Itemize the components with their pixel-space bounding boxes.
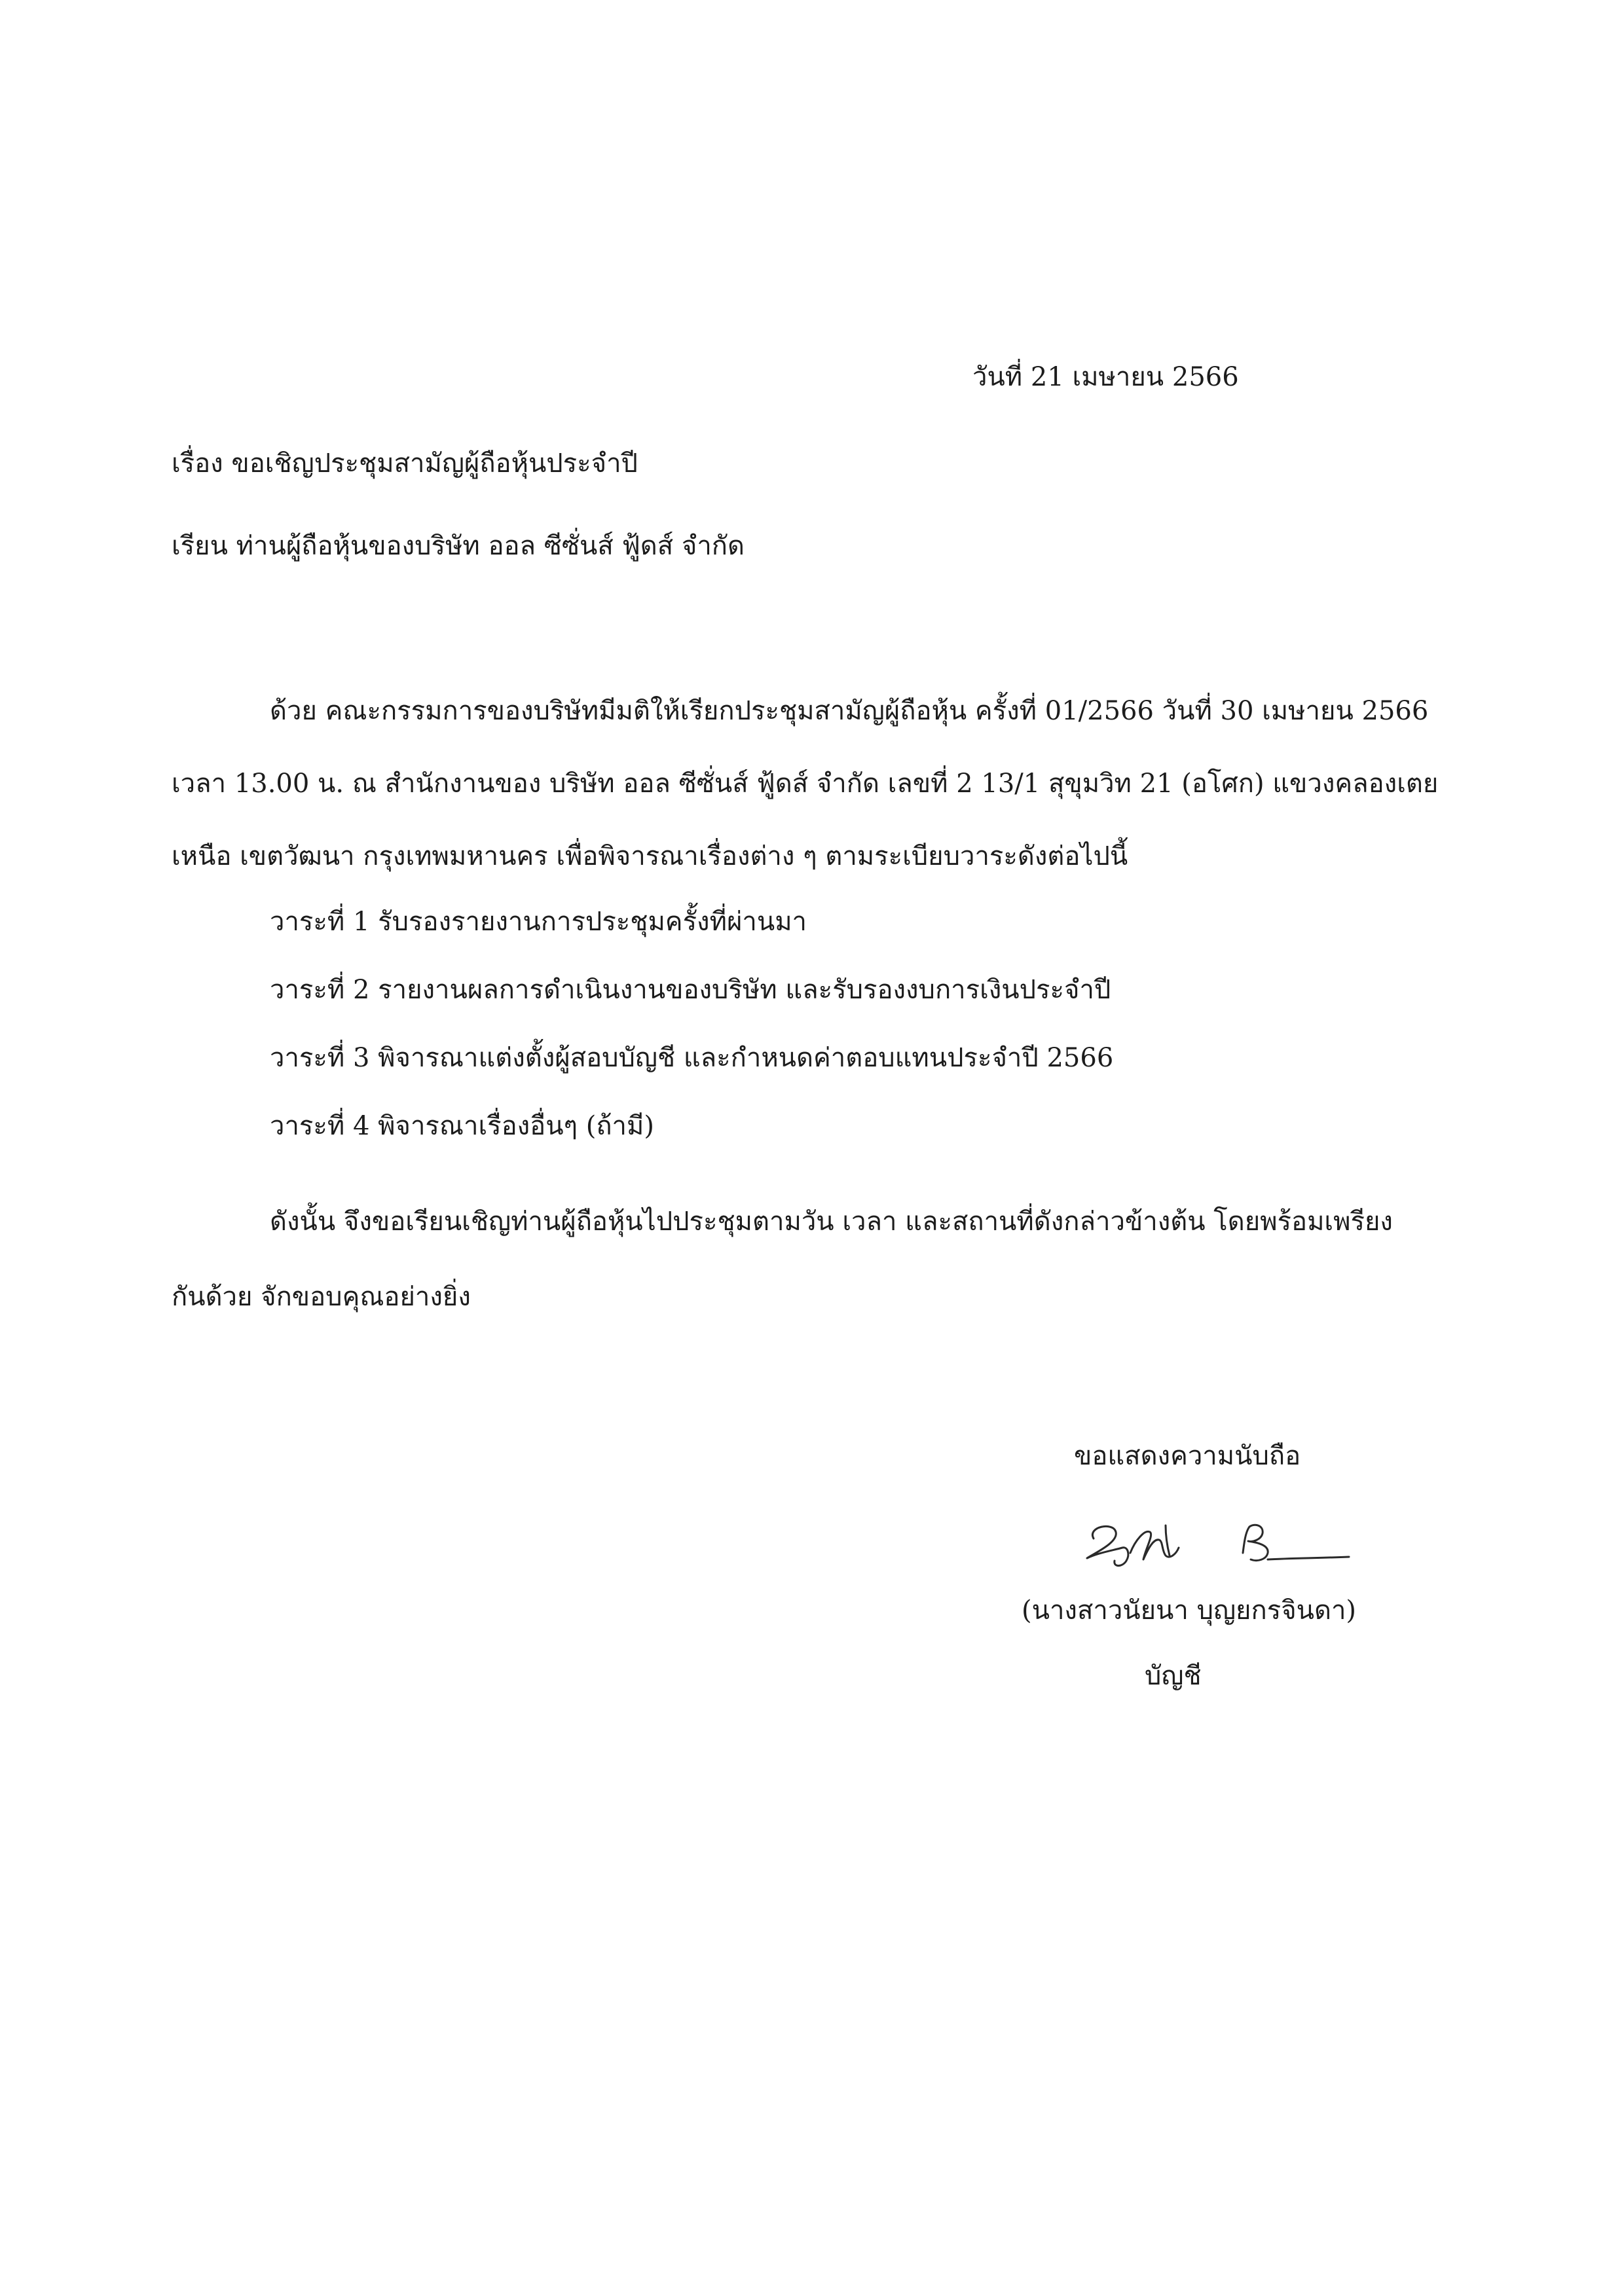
invitation-paragraph: [172, 693, 1455, 889]
agenda-item: วาระที่ 2 รายงานผลการดำเนินงานของบริษัท และรับรองงบการเงินประจำปี: [270, 975, 1111, 1005]
closing-paragraph: [172, 1203, 1455, 1334]
agenda-item: วาระที่ 3 พิจารณาแต่งตั้งผู้สอบบัญชี และกำหนดค่าตอบแทนประจำปี 2566: [270, 1043, 1114, 1073]
signer-name: (นางสาวนัยนา บุญยกรจินดา): [1022, 1595, 1357, 1626]
paragraph-line: เหนือ เขตวัฒนา กรุงเทพมหานคร เพื่อพิจารณาเรื่องต่าง ๆ ตามระเบียบวาระดังต่อไปนี้: [172, 841, 1128, 871]
letter-salutation: เรียน ท่านผู้ถือหุ้นของบริษัท ออล ซีซั่นส์ ฟู้ดส์ จำกัด: [172, 531, 745, 561]
paragraph-line: กันด้วย จักขอบคุณอย่างยิ่ง: [172, 1282, 471, 1312]
agenda-item: วาระที่ 1 รับรองรายงานการประชุมครั้งที่ผ่านมา: [270, 907, 807, 937]
signer-title: บัญชี: [1145, 1661, 1202, 1691]
letter-date: วันที่ 21 เมษายน 2566: [972, 362, 1239, 392]
paragraph-line: เวลา 13.00 น. ณ สำนักงานของ บริษัท ออล ซีซั่นส์ ฟู้ดส์ จำกัด เลขที่ 2 13/1 สุขุมวิท 21 (อโศก) แขวงคลองเตย: [172, 769, 1439, 799]
agenda-item: วาระที่ 4 พิจารณาเรื่องอื่นๆ (ถ้ามี): [270, 1111, 654, 1141]
handwritten-signature: [1067, 1507, 1369, 1586]
letter-subject: เรื่อง ขอเชิญประชุมสามัญผู้ถือหุ้นประจำปี: [172, 448, 638, 479]
closing-salutation: ขอแสดงความนับถือ: [1074, 1441, 1301, 1471]
paragraph-line: ดังนั้น จึงขอเรียนเชิญท่านผู้ถือหุ้นไปประชุมตามวัน เวลา และสถานที่ดังกล่าวข้างต้น โดยพร้อมเพรียง: [270, 1207, 1393, 1237]
paragraph-line: ด้วย คณะกรรมการของบริษัทมีมติให้เรียกประชุมสามัญผู้ถือหุ้น ครั้งที่ 01/2566 วันที่ 30 เมษายน 2566: [270, 696, 1429, 726]
